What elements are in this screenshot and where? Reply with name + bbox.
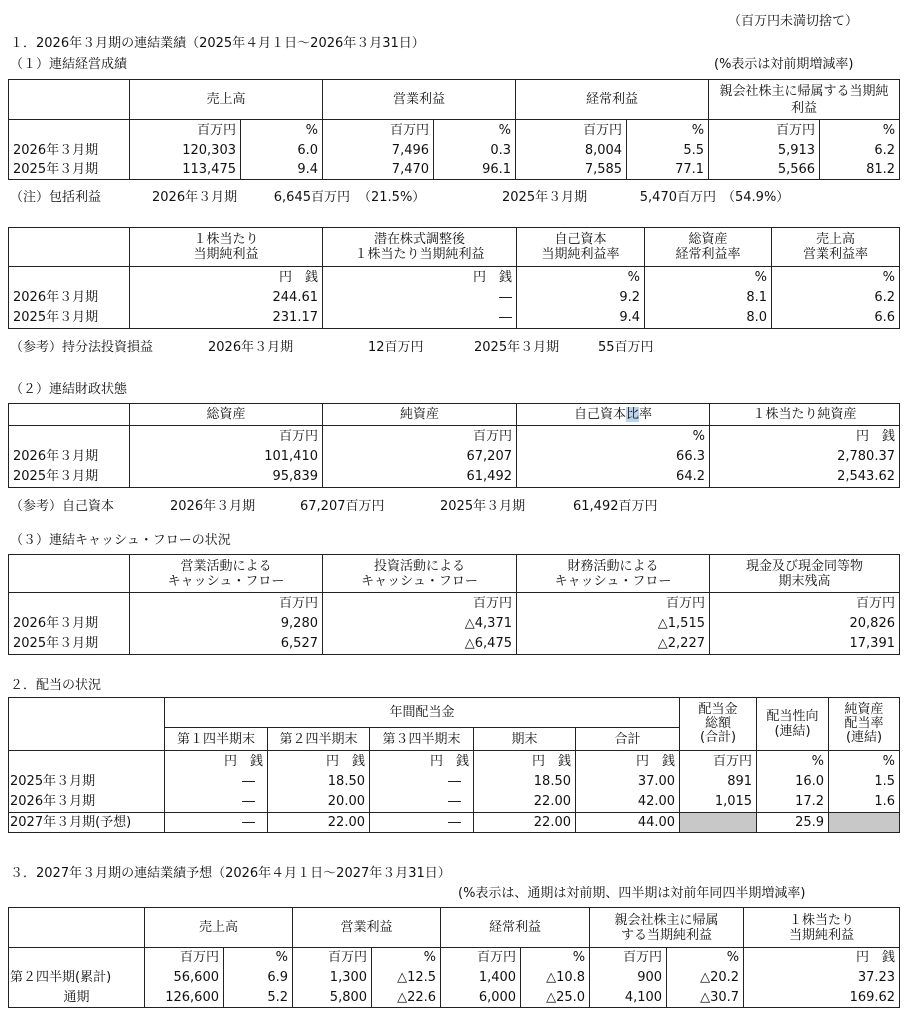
unit-cell: % bbox=[224, 948, 293, 968]
header-doe: 純資産 配当率 (連結) bbox=[829, 698, 900, 751]
value-cell: 5,566 bbox=[709, 160, 820, 180]
value-cell: 4,100 bbox=[590, 988, 667, 1008]
value-cell: △1,515 bbox=[517, 614, 710, 634]
unit-cell: 円 銭 bbox=[165, 751, 268, 772]
value-cell: △6,475 bbox=[323, 634, 517, 655]
note-value: 67,207百万円 bbox=[300, 499, 385, 514]
value-cell: 5.2 bbox=[224, 988, 293, 1008]
value-cell: ― bbox=[165, 772, 268, 792]
unit-cell: 百万円 bbox=[680, 751, 757, 772]
header-eps: １株当たり 当期純利益 bbox=[744, 908, 900, 948]
change-rate-note: (%表示は対前期増減率) bbox=[714, 57, 854, 72]
unit-cell: 百万円 bbox=[130, 120, 241, 141]
unit-cell: 百万円 bbox=[323, 120, 434, 141]
unit-cell: 百万円 bbox=[130, 593, 323, 614]
value-cell: 231.17 bbox=[130, 308, 323, 329]
table-row-forecast bbox=[9, 813, 900, 833]
table-row bbox=[9, 467, 900, 488]
equity-label: （参考）自己資本 bbox=[10, 499, 115, 514]
note-period: 2025年３月期 bbox=[440, 499, 526, 514]
unit-cell: 円 銭 bbox=[268, 751, 370, 772]
row-label: 2026年３月期 bbox=[9, 141, 130, 160]
value-cell: ― bbox=[165, 813, 268, 833]
dividends-table bbox=[8, 697, 900, 833]
value-cell: 18.50 bbox=[474, 772, 576, 792]
row-label: 2026年３月期 bbox=[9, 447, 130, 467]
comprehensive-income-label: （注）包括利益 bbox=[10, 190, 102, 205]
unit-cell: 百万円 bbox=[145, 948, 224, 968]
table-row bbox=[9, 160, 900, 180]
table-row bbox=[9, 288, 900, 308]
unit-cell: % bbox=[757, 751, 829, 772]
value-cell: 77.1 bbox=[627, 160, 709, 180]
unit-cell: 百万円 bbox=[517, 593, 710, 614]
unit-note: （百万円未満切捨て） bbox=[728, 14, 859, 29]
value-cell: 25.9 bbox=[757, 813, 829, 833]
value-cell: 169.62 bbox=[744, 988, 900, 1008]
header-q1: 第１四半期末 bbox=[165, 728, 268, 751]
value-cell: 7,585 bbox=[516, 160, 627, 180]
header-operating-cf: 営業活動による キャッシュ・フロー bbox=[130, 555, 323, 593]
value-cell: 113,475 bbox=[130, 160, 241, 180]
value-cell: 61,492 bbox=[323, 467, 517, 488]
note-period: 2026年３月期 bbox=[208, 340, 294, 355]
header-net-profit: 親会社株主に帰属 する当期純利益 bbox=[590, 908, 744, 948]
header-net-assets: 純資産 bbox=[323, 404, 517, 426]
unit-cell: % bbox=[517, 267, 645, 288]
value-cell: 6.2 bbox=[820, 141, 900, 160]
value-cell: 95,839 bbox=[130, 467, 323, 488]
value-cell: 42.00 bbox=[576, 792, 680, 813]
unit-cell: % bbox=[517, 426, 710, 447]
note-value: 55百万円 bbox=[598, 340, 654, 355]
value-cell: 6,527 bbox=[130, 634, 323, 655]
unit-cell: 百万円 bbox=[516, 120, 627, 141]
value-cell: ― bbox=[370, 772, 474, 792]
note-period: 2026年３月期 bbox=[170, 499, 256, 514]
value-cell: 1.6 bbox=[829, 792, 900, 813]
row-label: 2026年３月期 bbox=[9, 614, 130, 634]
unit-cell: 円 銭 bbox=[323, 267, 517, 288]
header-cash-balance: 現金及び現金同等物 期末残高 bbox=[710, 555, 900, 593]
header-roe: 自己資本 当期純利益率 bbox=[517, 228, 645, 267]
value-cell: 44.00 bbox=[576, 813, 680, 833]
header-blank bbox=[9, 80, 130, 120]
note-value: 5,470百万円 bbox=[639, 190, 716, 205]
value-cell: 22.00 bbox=[474, 813, 576, 833]
value-cell: 1,300 bbox=[293, 968, 372, 988]
table-row bbox=[9, 634, 900, 655]
header-bps: １株当たり純資産 bbox=[710, 404, 900, 426]
table-row bbox=[9, 308, 900, 329]
value-cell: 64.2 bbox=[517, 467, 710, 488]
table-row bbox=[9, 968, 900, 988]
value-cell: 6.6 bbox=[772, 308, 900, 329]
header-financing-cf: 財務活動による キャッシュ・フロー bbox=[517, 555, 710, 593]
value-cell: 18.50 bbox=[268, 772, 370, 792]
shaded-cell bbox=[680, 813, 757, 833]
header-q3: 第３四半期末 bbox=[370, 728, 474, 751]
header-operating-margin: 売上高 営業利益率 bbox=[772, 228, 900, 267]
row-label: 2025年３月期 bbox=[9, 160, 130, 180]
row-label: 2026年３月期 bbox=[9, 792, 165, 813]
value-cell: 2,543.62 bbox=[710, 467, 900, 488]
table-row bbox=[9, 447, 900, 467]
header-ordinary-profit: 経常利益 bbox=[516, 80, 709, 120]
row-label: 2027年３月期(予想) bbox=[9, 813, 165, 833]
value-cell: △25.0 bbox=[521, 988, 590, 1008]
value-cell: 1.5 bbox=[829, 772, 900, 792]
value-cell: 2,780.37 bbox=[710, 447, 900, 467]
value-cell: 0.3 bbox=[434, 141, 516, 160]
value-cell: △22.6 bbox=[372, 988, 441, 1008]
value-cell: 20.00 bbox=[268, 792, 370, 813]
note-value: 12百万円 bbox=[368, 340, 424, 355]
value-cell: 67,207 bbox=[323, 447, 517, 467]
unit-cell: % bbox=[772, 267, 900, 288]
value-cell: 56,600 bbox=[145, 968, 224, 988]
header-ordinary-profit: 経常利益 bbox=[441, 908, 590, 948]
value-cell: 9,280 bbox=[130, 614, 323, 634]
unit-cell: 百万円 bbox=[441, 948, 521, 968]
value-cell: 66.3 bbox=[517, 447, 710, 467]
value-cell: ― bbox=[165, 792, 268, 813]
unit-cell: % bbox=[372, 948, 441, 968]
value-cell: 6.0 bbox=[241, 141, 323, 160]
value-cell: 126,600 bbox=[145, 988, 224, 1008]
unit-cell: % bbox=[434, 120, 516, 141]
value-cell: △30.7 bbox=[667, 988, 744, 1008]
note-percent: （54.9%） bbox=[722, 190, 790, 205]
unit-cell: 百万円 bbox=[709, 120, 820, 141]
value-cell: 20,826 bbox=[710, 614, 900, 634]
unit-cell: 円 銭 bbox=[576, 751, 680, 772]
value-cell: 7,496 bbox=[323, 141, 434, 160]
value-cell: 8,004 bbox=[516, 141, 627, 160]
value-cell: 81.2 bbox=[820, 160, 900, 180]
header-annual-dividend: 年間配当金 bbox=[165, 698, 680, 728]
header-operating-profit: 営業利益 bbox=[323, 80, 516, 120]
table-row bbox=[9, 141, 900, 160]
unit-cell: 円 銭 bbox=[744, 948, 900, 968]
value-cell: 6,000 bbox=[441, 988, 521, 1008]
row-label: 2025年３月期 bbox=[9, 772, 165, 792]
value-cell: 6.2 bbox=[772, 288, 900, 308]
header-operating-profit: 営業利益 bbox=[293, 908, 441, 948]
value-cell: 7,470 bbox=[323, 160, 434, 180]
note-period: 2025年３月期 bbox=[502, 190, 588, 205]
operating-results-table bbox=[8, 79, 900, 180]
section1-3-title: （３）連結キャッシュ・フローの状況 bbox=[10, 533, 231, 548]
value-cell: 9.4 bbox=[241, 160, 323, 180]
value-cell: 22.00 bbox=[268, 813, 370, 833]
section1-title: １．2026年３月期の連結業績（2025年４月１日～2026年３月31日） bbox=[10, 36, 425, 51]
note-percent: （21.5%） bbox=[358, 190, 426, 205]
value-cell: 5.5 bbox=[627, 141, 709, 160]
unit-cell: 百万円 bbox=[710, 593, 900, 614]
value-cell: 891 bbox=[680, 772, 757, 792]
note-value: 61,492百万円 bbox=[573, 499, 658, 514]
value-cell: 37.23 bbox=[744, 968, 900, 988]
header-q2: 第２四半期末 bbox=[268, 728, 370, 751]
value-cell: 101,410 bbox=[130, 447, 323, 467]
value-cell: 120,303 bbox=[130, 141, 241, 160]
section1-2-title: （２）連結財政状態 bbox=[10, 382, 128, 397]
value-cell: 9.2 bbox=[517, 288, 645, 308]
header-total-dividend: 配当金 総額 (合計) bbox=[680, 698, 757, 751]
row-label: 2026年３月期 bbox=[9, 288, 130, 308]
header-diluted-eps: 潜在株式調整後 １株当たり当期純利益 bbox=[323, 228, 517, 267]
unit-cell: % bbox=[645, 267, 772, 288]
equity-method-label: （参考）持分法投資損益 bbox=[10, 340, 154, 355]
cash-flow-table bbox=[8, 554, 900, 655]
value-cell: 96.1 bbox=[434, 160, 516, 180]
value-cell: 16.0 bbox=[757, 772, 829, 792]
unit-cell: 円 銭 bbox=[370, 751, 474, 772]
section2-title: ２．配当の状況 bbox=[10, 678, 102, 693]
value-cell: 8.0 bbox=[645, 308, 772, 329]
unit-cell: % bbox=[820, 120, 900, 141]
ratios-table bbox=[8, 227, 900, 329]
header-sales: 売上高 bbox=[130, 80, 323, 120]
value-cell: 17,391 bbox=[710, 634, 900, 655]
value-cell: 1,400 bbox=[441, 968, 521, 988]
header-total: 合計 bbox=[576, 728, 680, 751]
section3-title: ３．2027年３月期の連結業績予想（2026年４月１日～2027年３月31日） bbox=[10, 866, 451, 881]
row-label: 通期 bbox=[9, 988, 145, 1008]
table-row bbox=[9, 772, 900, 792]
value-cell: 5,800 bbox=[293, 988, 372, 1008]
value-cell: △12.5 bbox=[372, 968, 441, 988]
value-cell: 8.1 bbox=[645, 288, 772, 308]
value-cell: ― bbox=[323, 308, 517, 329]
header-investing-cf: 投資活動による キャッシュ・フロー bbox=[323, 555, 517, 593]
header-equity-ratio: 自己資本比率 bbox=[517, 404, 710, 426]
value-cell: 37.00 bbox=[576, 772, 680, 792]
value-cell: 6.9 bbox=[224, 968, 293, 988]
value-cell: △4,371 bbox=[323, 614, 517, 634]
unit-cell: % bbox=[829, 751, 900, 772]
header-sales: 売上高 bbox=[145, 908, 293, 948]
unit-cell: % bbox=[627, 120, 709, 141]
forecast-rate-note: (%表示は、通期は対前期、四半期は対前年同四半期増減率) bbox=[458, 886, 806, 901]
value-cell: 9.4 bbox=[517, 308, 645, 329]
unit-cell: 円 銭 bbox=[130, 267, 323, 288]
header-net-profit: 親会社株主に帰属する当期純利益 bbox=[709, 80, 900, 120]
value-cell: 22.00 bbox=[474, 792, 576, 813]
row-label: 2025年３月期 bbox=[9, 467, 130, 488]
value-cell: 1,015 bbox=[680, 792, 757, 813]
value-cell: 900 bbox=[590, 968, 667, 988]
row-label: 2025年３月期 bbox=[9, 308, 130, 329]
value-cell: △20.2 bbox=[667, 968, 744, 988]
header-total-assets: 総資産 bbox=[130, 404, 323, 426]
table-row bbox=[9, 988, 900, 1008]
note-value: 6,645百万円 bbox=[273, 190, 350, 205]
value-cell: 244.61 bbox=[130, 288, 323, 308]
forecast-table bbox=[8, 907, 900, 1008]
value-cell: △10.8 bbox=[521, 968, 590, 988]
unit-cell: % bbox=[667, 948, 744, 968]
header-payout-ratio: 配当性向 (連結) bbox=[757, 698, 829, 751]
header-year-end: 期末 bbox=[474, 728, 576, 751]
unit-cell: 百万円 bbox=[323, 593, 517, 614]
unit-cell: 円 銭 bbox=[474, 751, 576, 772]
value-cell: △2,227 bbox=[517, 634, 710, 655]
value-cell: 5,913 bbox=[709, 141, 820, 160]
unit-cell: 百万円 bbox=[293, 948, 372, 968]
value-cell: 17.2 bbox=[757, 792, 829, 813]
note-period: 2025年３月期 bbox=[474, 340, 560, 355]
unit-cell: % bbox=[241, 120, 323, 141]
note-period: 2026年３月期 bbox=[152, 190, 238, 205]
value-cell: ― bbox=[370, 792, 474, 813]
row-label: 第２四半期(累計) bbox=[9, 968, 145, 988]
value-cell: ― bbox=[370, 813, 474, 833]
unit-cell: 円 銭 bbox=[710, 426, 900, 447]
unit-cell: 百万円 bbox=[323, 426, 517, 447]
table-row bbox=[9, 792, 900, 813]
value-cell: ― bbox=[323, 288, 517, 308]
table-row bbox=[9, 614, 900, 634]
unit-cell: % bbox=[521, 948, 590, 968]
header-eps: １株当たり 当期純利益 bbox=[130, 228, 323, 267]
section1-1-title: （１）連結経営成績 bbox=[10, 57, 128, 72]
unit-cell: 百万円 bbox=[130, 426, 323, 447]
header-roa: 総資産 経常利益率 bbox=[645, 228, 772, 267]
row-label: 2025年３月期 bbox=[9, 634, 130, 655]
shaded-cell bbox=[829, 813, 900, 833]
unit-cell: 百万円 bbox=[590, 948, 667, 968]
financial-position-table bbox=[8, 403, 900, 488]
